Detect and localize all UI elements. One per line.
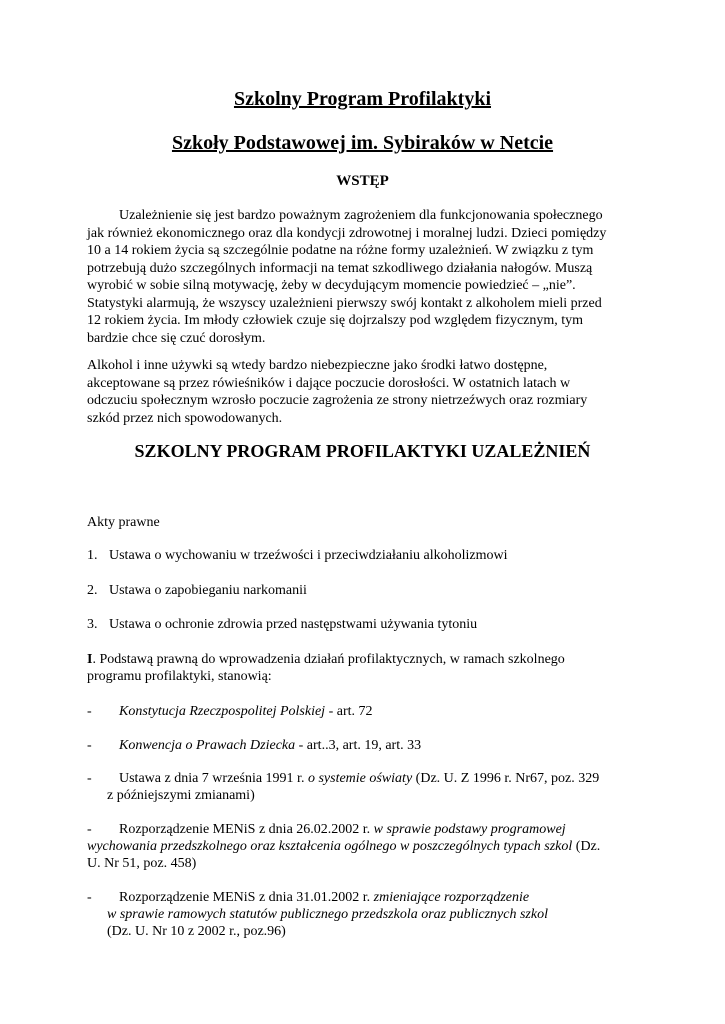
basis-item-continuation [87,838,600,856]
document-subtitle: Szkoły Podstawowej im. Sybiraków w Netcie [171,132,554,154]
act-ref: - art. 72 [325,704,373,719]
paragraph-line: wyrobić w sobie silną motywację, żeby w decydującym momencie powiedzieć – „nie”. [87,278,576,293]
act-title: zmieniające rozporządzenie [373,890,530,905]
paragraph-line: szkód przez nich spowodowanych. [87,410,283,426]
legal-act-item [87,582,307,600]
paragraph-line: akceptowane są przez rówieśników i dające poczucie dorosłości. W ostatnich latach w [87,375,571,391]
legal-act-item [87,547,507,565]
act-ref: (Dz. U. Z 1996 r. Nr67, poz. 329 [412,771,600,786]
paragraph-line: Uzależnienie się jest bardzo poważnym zagrożeniem dla funkcjonowania społecznego [119,208,603,223]
section-heading-intro: WSTĘP [336,173,389,189]
second-paragraph [87,357,647,427]
dash-bullet: - [87,738,92,753]
paragraph-line: jak również ekonomicznego oraz dla kondycji zdrowotnej i moralnej ludzi. Dzieci pomiędzy [87,225,607,241]
dash-bullet: - [87,822,92,837]
act-title: Konwencja o Prawach Dziecka [119,738,296,753]
act-title: Konstytucja Rzeczpospolitej Polskiej [119,704,326,719]
basis-item-continuation: U. Nr 51, poz. 458) [87,856,197,871]
paragraph-line: bardzie chce się czuć dorosłym. [87,330,266,346]
act-ref: (Dz. [572,839,601,854]
program-heading: SZKOLNY PROGRAM PROFILAKTYKI UZALEŻNIEŃ [134,441,591,461]
act-ref: - art..3, art. 19, art. 33 [295,738,422,753]
act-title: wychowania przedszkolnego oraz kształcenia ogólnego w poszczególnych typach szkol [87,839,573,854]
act-text: Rozporządzenie MENiS z dnia 26.02.2002 r. [119,822,374,837]
basis-item [87,821,566,839]
list-number: 1. [87,548,98,563]
basis-paragraph [87,651,565,669]
paragraph-line: Statystyki alarmują, że wszyscy uzależnieni pierwszy swój kontakt z alkoholem mieli przed [87,295,602,311]
dash-bullet: - [87,890,92,905]
basis-item [87,737,421,755]
basis-item-continuation: (Dz. U. Nr 10 z 2002 r., poz.96) [107,924,286,939]
basis-item-continuation [87,906,548,924]
paragraph-line: Alkohol i inne używki są wtedy bardzo niebezpieczne jako środki łatwo dostępne, [87,358,548,373]
paragraph-line: odczuciu społecznym wzrosło poczucie zagrożenia ze strony nietrzeźwych oraz rozmiary [87,393,588,408]
dash-bullet: - [87,771,92,786]
legal-act-text: Ustawa o wychowaniu w trzeźwości i przeciwdziałaniu alkoholizmowi [109,548,508,563]
paragraph-line: potrzebują dużo szczególnych informacji na temat szkodliwego działania nałogów. Muszą [87,260,593,276]
roman-numeral: I [87,652,93,667]
paragraph-line: 12 rokiem życia. Im młody człowiek czuje się dojrzalszy pod względem fizycznym, tym [87,313,584,328]
legal-act-text: Ustawa o zapobieganiu narkomanii [109,583,307,598]
legal-act-item [87,616,477,634]
act-title: w sprawie podstawy programowej [373,822,566,837]
list-number: 2. [87,583,98,598]
act-text: Rozporządzenie MENiS z dnia 31.01.2002 r. [119,890,374,905]
document-title: Szkolny Program Profilaktyki [233,88,492,110]
legal-act-text: Ustawa o ochronie zdrowia przed następstwami używania tytoniu [109,617,478,632]
basis-item [87,889,529,907]
paragraph-line: 10 a 14 rokiem życia są szczególnie podatne na różne formy uzależnień. W związku z tym [87,243,594,258]
basis-item-continuation: z późniejszymi zmianami) [107,788,255,803]
basis-item [87,770,599,788]
intro-paragraph [87,207,647,347]
basis-paragraph-line2: programu profilaktyki, stanowią: [87,669,272,684]
dash-bullet: - [87,704,92,719]
list-number: 3. [87,617,98,632]
act-text: Ustawa z dnia 7 września 1991 r. [119,771,308,786]
legal-acts-label: Akty prawne [87,515,160,530]
basis-text: . Podstawą prawną do wprowadzenia działań profilaktycznych, w ramach szkolnego [92,652,565,667]
basis-item [87,703,373,721]
act-title: o systemie oświaty [307,771,413,786]
act-title: w sprawie ramowych statutów publicznego przedszkola oraz publicznych szkol [107,907,548,922]
